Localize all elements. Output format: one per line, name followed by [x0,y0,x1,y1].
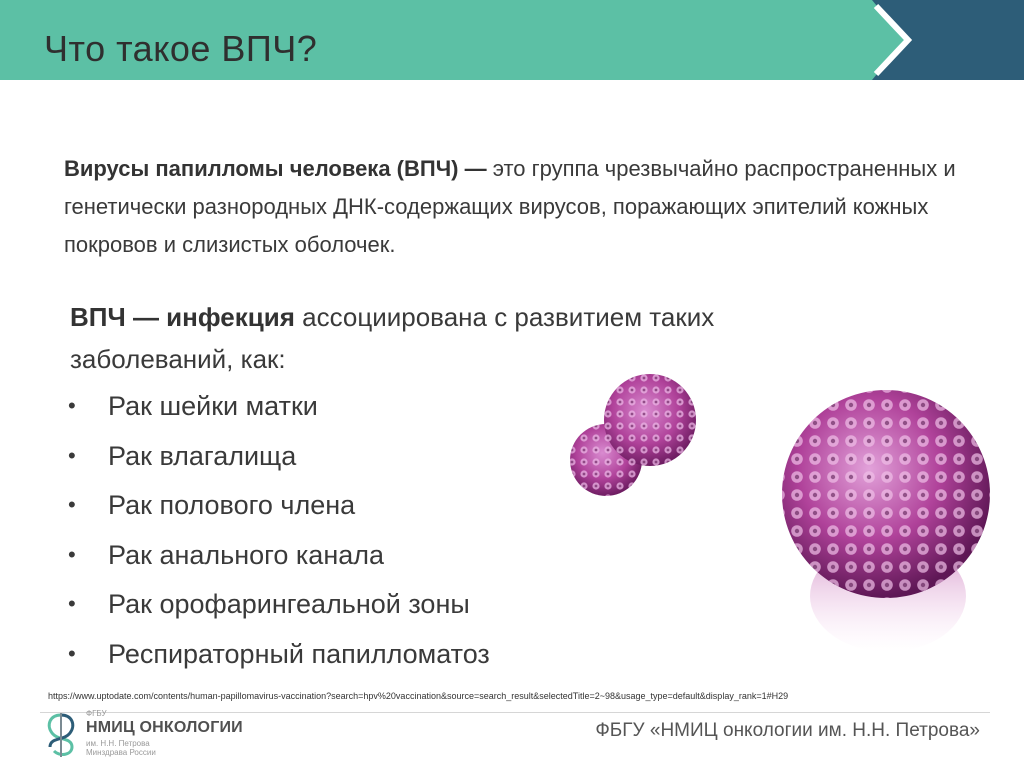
organization-logo [44,707,284,762]
list-item-label: Респираторный папилломатоз [108,638,490,669]
logo-prefix: ФГБУ [86,709,107,718]
source-url[interactable]: https://www.uptodate.com/contents/human-papillomavirus-vaccination?search=hpv%20vaccination&source=search_result&selectedTitle=2~98&usage_type=default&display_rank=1#H29 [48,691,789,701]
bullet-icon: • [68,591,76,616]
logo-subtitle-2: Минздрава России [86,748,156,757]
intro-text: это группа чрезвычайно распространенных и генетически разнородных ДНК-содержащих вирусов, поражающих эпителий кожных покровов и слизистых оболочек. [64,156,956,257]
header-bar [0,0,1024,80]
logo-subtitle-1: им. Н.Н. Петрова [86,739,150,748]
page-title: Что такое ВПЧ? [44,28,318,69]
bullet-icon: • [68,442,76,468]
intro-bold-term: Вирусы папилломы человека (ВПЧ) — [64,156,487,181]
list-item [68,384,490,434]
virus-particle-large-icon [770,378,1000,668]
association-paragraph [70,296,790,380]
list-item-label: Рак влагалища [108,440,297,471]
logo-title: НМИЦ ОНКОЛОГИИ [86,719,243,736]
list-item-label: Рак анального канала [108,539,385,570]
bullet-icon: • [68,393,76,418]
association-text: ассоциирована с развитием таких заболеваний, как: [70,302,715,374]
bullet-icon: • [68,492,76,517]
list-item [68,582,490,632]
association-bold-term: ВПЧ — инфекция [70,302,295,332]
disease-list [68,384,490,681]
list-item [68,533,490,583]
intro-paragraph [64,150,964,264]
list-item-label: Рак орофарингеальной зоны [108,589,470,619]
footer-organization: ФБГУ «НМИЦ онкологии им. Н.Н. Петрова» [595,720,980,741]
list-item [68,483,490,533]
list-item [68,632,490,682]
list-item-label: Рак шейки матки [108,391,318,421]
caduceus-icon [44,711,78,757]
bullet-icon: • [68,640,76,666]
list-item [68,434,490,484]
bullet-icon: • [68,541,76,567]
virus-particle-small-icon [566,372,706,502]
list-item-label: Рак полового члена [108,490,356,520]
